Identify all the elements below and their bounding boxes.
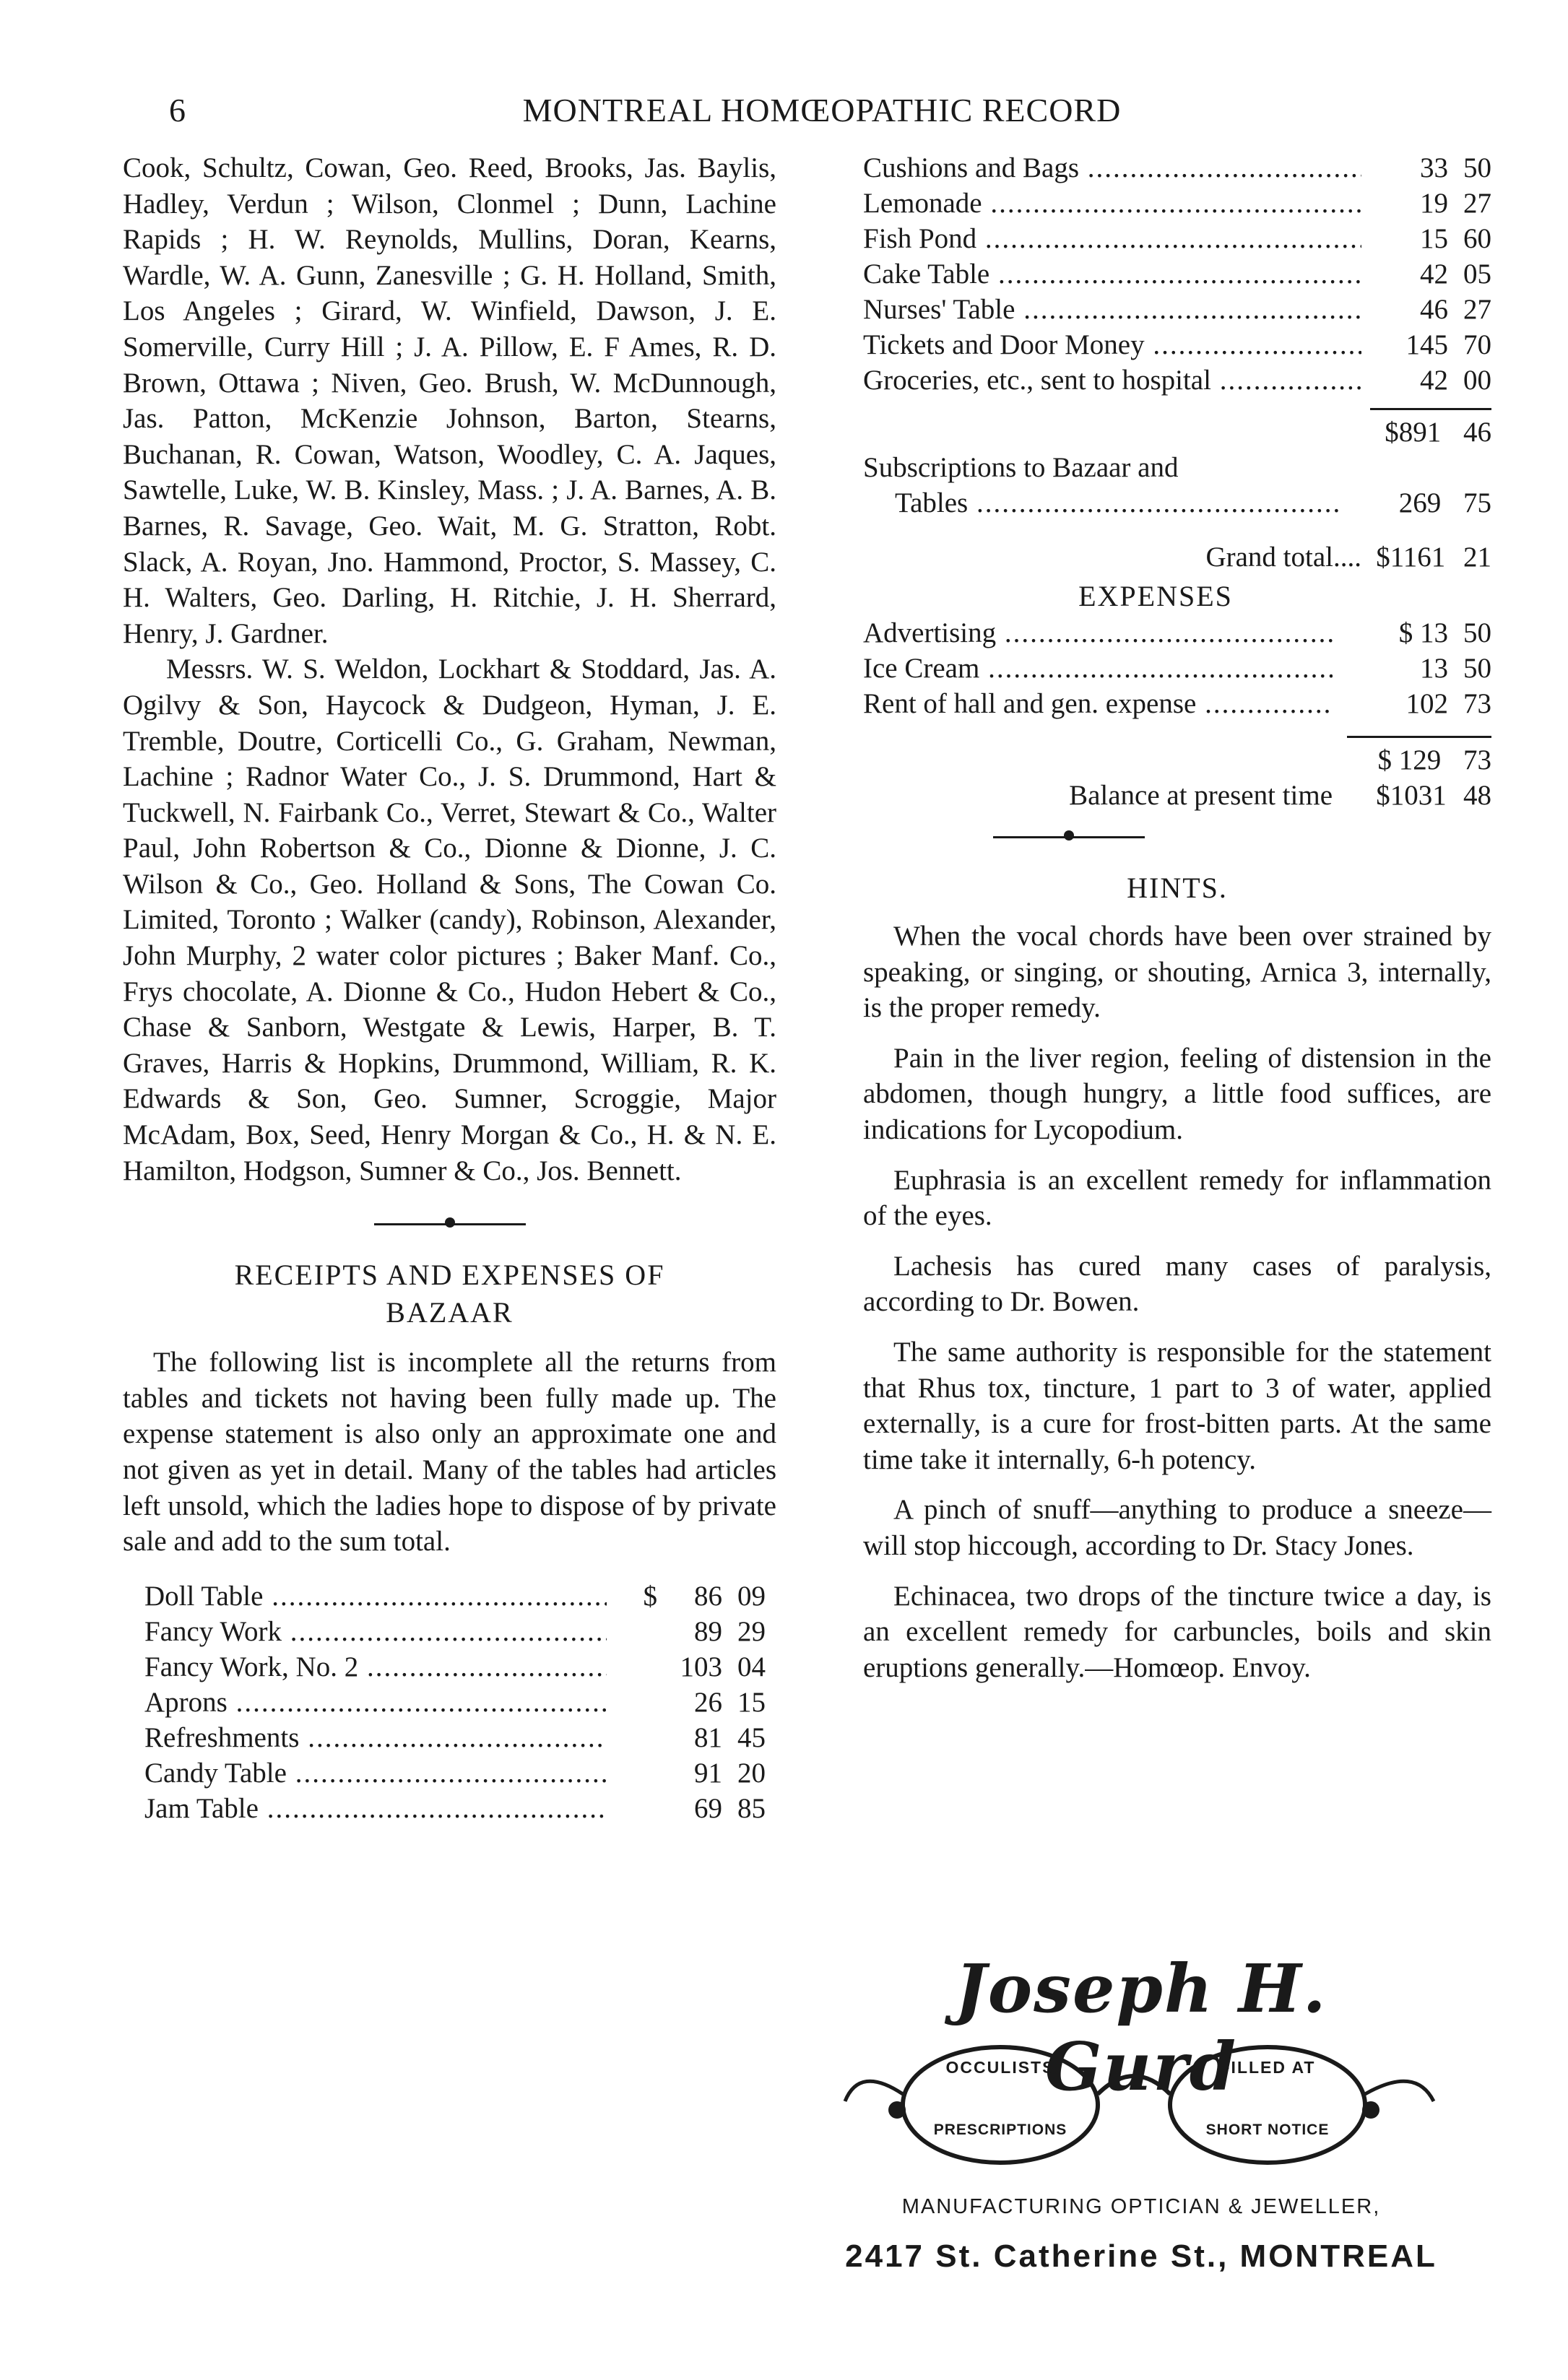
receipt-row-dollars: 91 <box>694 1757 722 1789</box>
receipt-row <box>144 1755 766 1791</box>
grand-total-label: Grand total.... <box>1205 542 1361 573</box>
subscriptions-row <box>863 450 1491 521</box>
receipt-row <box>863 221 1491 256</box>
receipt-row <box>144 1649 766 1685</box>
receipt-row-cents: 00 <box>1463 365 1491 396</box>
right-lens-text-bottom: SHORT NOTICE <box>1205 2121 1330 2138</box>
receipt-row <box>144 1685 766 1720</box>
jeweller-name: Joseph H. Gurd <box>955 1950 1327 2106</box>
receipt-row <box>863 292 1491 327</box>
receipt-row-cents: 15 <box>737 1686 766 1718</box>
donor-list <box>123 150 776 1189</box>
receipt-row-cents: 85 <box>737 1792 766 1824</box>
expenses-total-row <box>863 721 1491 778</box>
receipt-row-label: Jam Table ..... <box>144 1793 607 1824</box>
receipt-row-cents: 70 <box>1463 329 1491 360</box>
expenses-table <box>863 615 1491 813</box>
hint-euphrasia: Euphrasia is an excellent remedy for inflammation of the eyes. <box>863 1164 1491 1232</box>
left-column <box>123 150 776 1826</box>
page-header <box>165 88 1479 139</box>
receipt-row-dollars: 19 <box>1420 188 1448 219</box>
expense-row-cents: 73 <box>1463 688 1491 719</box>
expense-row-cents: 50 <box>1463 653 1491 684</box>
receipt-row-label: Doll Table ..... <box>144 1581 607 1612</box>
divider-ornament <box>445 1217 455 1228</box>
receipt-row-cents: 27 <box>1463 188 1491 219</box>
grand-total-cents: 21 <box>1463 542 1491 573</box>
hint-snuff: A pinch of snuff—anything to produce a sneeze— will stop hiccough, according to Dr. Stacy Jones. <box>863 1494 1491 1561</box>
subtotal-dollars: $891 <box>1385 417 1442 448</box>
receipt-row-cents: 29 <box>737 1615 766 1647</box>
page-number: 6 <box>169 92 186 129</box>
receipt-row <box>863 150 1491 186</box>
receipt-row-dollars: 46 <box>1420 294 1448 325</box>
grand-total-row <box>863 521 1491 575</box>
subscriptions-dollars: 269 <box>1398 487 1442 518</box>
receipt-row-dollars: 33 <box>1420 152 1448 183</box>
receipts-title: RECEIPTS AND EXPENSES OF <box>234 1259 665 1292</box>
receipt-row-label: Cake Table ..... <box>863 259 1361 290</box>
section-divider-right <box>993 826 1145 848</box>
receipt-row-dollars: 145 <box>1405 329 1448 360</box>
expense-row-dollars: $ 13 <box>1398 617 1448 648</box>
receipt-row-cents: 04 <box>737 1651 766 1682</box>
expense-row <box>863 686 1491 721</box>
optician-advertisement <box>816 1950 1466 2289</box>
expense-row-label: Advertising ..... <box>863 617 1333 648</box>
donor-paragraph-individuals: Cook, Schultz, Cowan, Geo. Reed, Brooks, Jas. Baylis, Hadley, Verdun ; Wilson, Clonmel ; Dunn, Lachine Rapids ; H. W. Reynolds, Mullins, Doran, Kearns, Wardle, W. A. Gunn, Zanesville ; G. H. Holland, Smith, Los Angeles ; Girard, W. Winfield, Dawson, J. E. Somerville, Curry Hill ; J. A. Pillow, E. F Ames, R. D. Brown, Ottawa ; Niven, Geo. Brush, W. McDunnough, Jas. Patton, McKenzie Johnson, Barton, Stearns, Buchanan, R. Cowan, Watson, Woodley, C. A. Jaques, Sawtelle, Luke, W. B. Kinsley, Mass. ; J. A. Barnes, A. B. Barnes, R. Savage, Geo. Wait, M. G. Stratton, Robt. Slack, A. Royan, Jno. Hammond, Proctor, S. Massey, C. H. Walters, Geo. Darling, H. Ritchie, J. H. Sherrard, Henry, J. Gardner. <box>123 152 776 649</box>
receipt-row-label: Groceries, etc., sent to hospital ..... <box>863 365 1361 396</box>
receipt-row-label: Fish Pond ..... <box>863 223 1361 254</box>
expenses-total-cents: 73 <box>1463 744 1491 776</box>
receipt-row-dollars: 42 <box>1420 365 1448 396</box>
receipt-row-cents: 45 <box>737 1721 766 1753</box>
receipt-row <box>863 327 1491 362</box>
hint-lycopodium: Pain in the liver region, feeling of distension in the abdomen, though hungry, a little food suffices, are indications for Lycopodium. <box>863 1042 1491 1145</box>
hints-list <box>863 918 1491 1685</box>
receipt-row-cents: 09 <box>737 1580 766 1612</box>
receipt-row-cents: 60 <box>1463 223 1491 254</box>
expense-row-label: Rent of hall and gen. expense ..... <box>863 688 1333 719</box>
receipt-row-cents: 27 <box>1463 294 1491 325</box>
donor-paragraph-firms: Messrs. W. S. Weldon, Lockhart & Stoddard, Jas. A. Ogilvy & Son, Haycock & Dudgeon, Hyman, J. E. Tremble, Doutre, Corticelli Co., G. Graham, Newman, Lachine ; Radnor Water Co., J. S. Drummond, Hart & Tuckwell, N. Fairbank Co., Verret, Stewart & Co., Walter Paul, John Robertson & Co., Dionne & Dionne, J. C. Wilson & Co., Geo. Holland & Sons, The Cowan Co. Limited, Toronto ; Walker (candy), Robinson, Alexander, John Murphy, 2 water color pictures ; Baker Manf. Co., Frys chocolate, A. Dionne & Co., Hudon Hebert & Co., Chase & Sanborn, Westgate & Lewis, Harper, B. T. Graves, Harris & Hopkins, Drummond, William, R. K. Edwards & Son, Geo. Sumner, Scroggie, Major McAdam, Box, Seed, Henry Morgan & Co., H. & N. E. Hamilton, Hodgson, Sumner & Co., Jos. Bennett. <box>123 653 776 1186</box>
receipt-row-cents: 50 <box>1463 152 1491 183</box>
expense-row-dollars: 13 <box>1420 653 1448 684</box>
receipt-row-dollars: 26 <box>694 1686 722 1718</box>
left-lens-text-top: OCCULISTS <box>945 2058 1055 2077</box>
receipt-row-dollars: 69 <box>694 1792 722 1824</box>
expenses-total-rule <box>1347 736 1491 738</box>
grand-total-dollars: $1161 <box>1376 542 1446 573</box>
expense-row-dollars: 102 <box>1405 688 1448 719</box>
hint-rhus-tox: The same authority is responsible for the statement that Rhus tox, tincture, 1 part to 3 of water, applied externally, is a cure for frost-bitten parts. At the same time take it internally, 6-h potency. <box>863 1336 1491 1475</box>
receipt-row-dollars: 103 <box>680 1651 722 1682</box>
hint-arnica: When the vocal chords have been over strained by speaking, or singing, or shouting, Arnica 3, internally, is the proper remedy. <box>863 921 1491 1024</box>
left-lens-text-bottom: PRESCRIPTIONS <box>933 2121 1067 2138</box>
receipt-row-dollars: 42 <box>1420 259 1448 290</box>
right-column <box>863 150 1491 1685</box>
receipt-row <box>144 1578 766 1614</box>
expense-row <box>863 651 1491 686</box>
subtotal-rule <box>1370 408 1491 410</box>
receipt-row <box>863 186 1491 221</box>
receipts-intro: The following list is incomplete all the returns from tables and tickets not having been fully made up. The expense statement is also only an approximate one and not given as yet in detail. Many of the tables had articles left unsold, which the ladies hope to dispose of by private sale and add to the sum total. <box>123 1347 776 1558</box>
right-lens-text-top: FILLED AT <box>1219 2058 1316 2077</box>
receipt-row-label: Lemonade ..... <box>863 188 1361 219</box>
jeweller-tagline: MANUFACTURING OPTICIAN & JEWELLER, <box>901 2195 1381 2218</box>
receipt-row-label: Refreshments ..... <box>144 1722 607 1753</box>
receipts-continued-table <box>863 150 1491 575</box>
balance-label: Balance at present time <box>1069 780 1333 811</box>
receipts-table <box>144 1578 766 1826</box>
subscriptions-cents: 75 <box>1463 487 1491 518</box>
expenses-total-dollars: $ 129 <box>1377 744 1442 776</box>
receipt-row <box>144 1791 766 1826</box>
receipts-title-cont: BAZAAR <box>386 1296 514 1329</box>
receipt-row-label: Cushions and Bags ..... <box>863 152 1361 183</box>
expense-row <box>863 615 1491 651</box>
receipt-row <box>863 256 1491 292</box>
subscriptions-label-cont: Tables ..... <box>863 485 1343 521</box>
hint-echinacea: Echinacea, two drops of the tincture twice a day, is an excellent remedy for carbuncles, boils and skin eruptions generally.—Homœop. Envoy. <box>863 1580 1491 1683</box>
receipt-row-dollars: 15 <box>1420 223 1448 254</box>
receipt-row-label: Candy Table ..... <box>144 1758 607 1789</box>
receipt-row-label: Fancy Work, No. 2 ..... <box>144 1651 607 1682</box>
balance-dollars: $1031 <box>1376 780 1447 811</box>
receipt-row-dollars: 86 <box>694 1580 722 1612</box>
receipt-row-label: Aprons ..... <box>144 1687 607 1718</box>
journal-title: MONTREAL HOMŒOPATHIC RECORD <box>522 92 1122 129</box>
receipt-row-cents: 20 <box>737 1757 766 1789</box>
hint-lachesis: Lachesis has cured many cases of paralysis, according to Dr. Bowen. <box>863 1250 1491 1318</box>
receipt-row-currency: $ <box>643 1580 657 1612</box>
expense-row-label: Ice Cream ..... <box>863 653 1333 684</box>
expenses-title: EXPENSES <box>1078 580 1233 612</box>
expense-row-cents: 50 <box>1463 617 1491 648</box>
subscriptions-label: Subscriptions to Bazaar and <box>863 452 1179 483</box>
receipt-row <box>144 1614 766 1649</box>
divider-ornament <box>1064 830 1074 841</box>
subtotal-cents: 46 <box>1463 417 1491 448</box>
balance-row <box>863 778 1491 813</box>
receipt-row-label: Fancy Work ..... <box>144 1616 607 1647</box>
receipt-row-dollars: 81 <box>694 1721 722 1753</box>
receipt-row-cents: 05 <box>1463 259 1491 290</box>
hints-title: HINTS. <box>1127 872 1228 904</box>
section-divider <box>374 1213 526 1235</box>
subtotal-row <box>863 398 1491 450</box>
receipt-row <box>144 1720 766 1755</box>
receipt-row <box>863 362 1491 398</box>
balance-cents: 48 <box>1463 780 1491 811</box>
receipt-row-dollars: 89 <box>694 1615 722 1647</box>
receipt-row-label: Tickets and Door Money ..... <box>863 329 1361 360</box>
jeweller-address: 2417 St. Catherine St., MONTREAL <box>845 2238 1437 2274</box>
receipt-row-label: Nurses' Table ..... <box>863 294 1361 325</box>
